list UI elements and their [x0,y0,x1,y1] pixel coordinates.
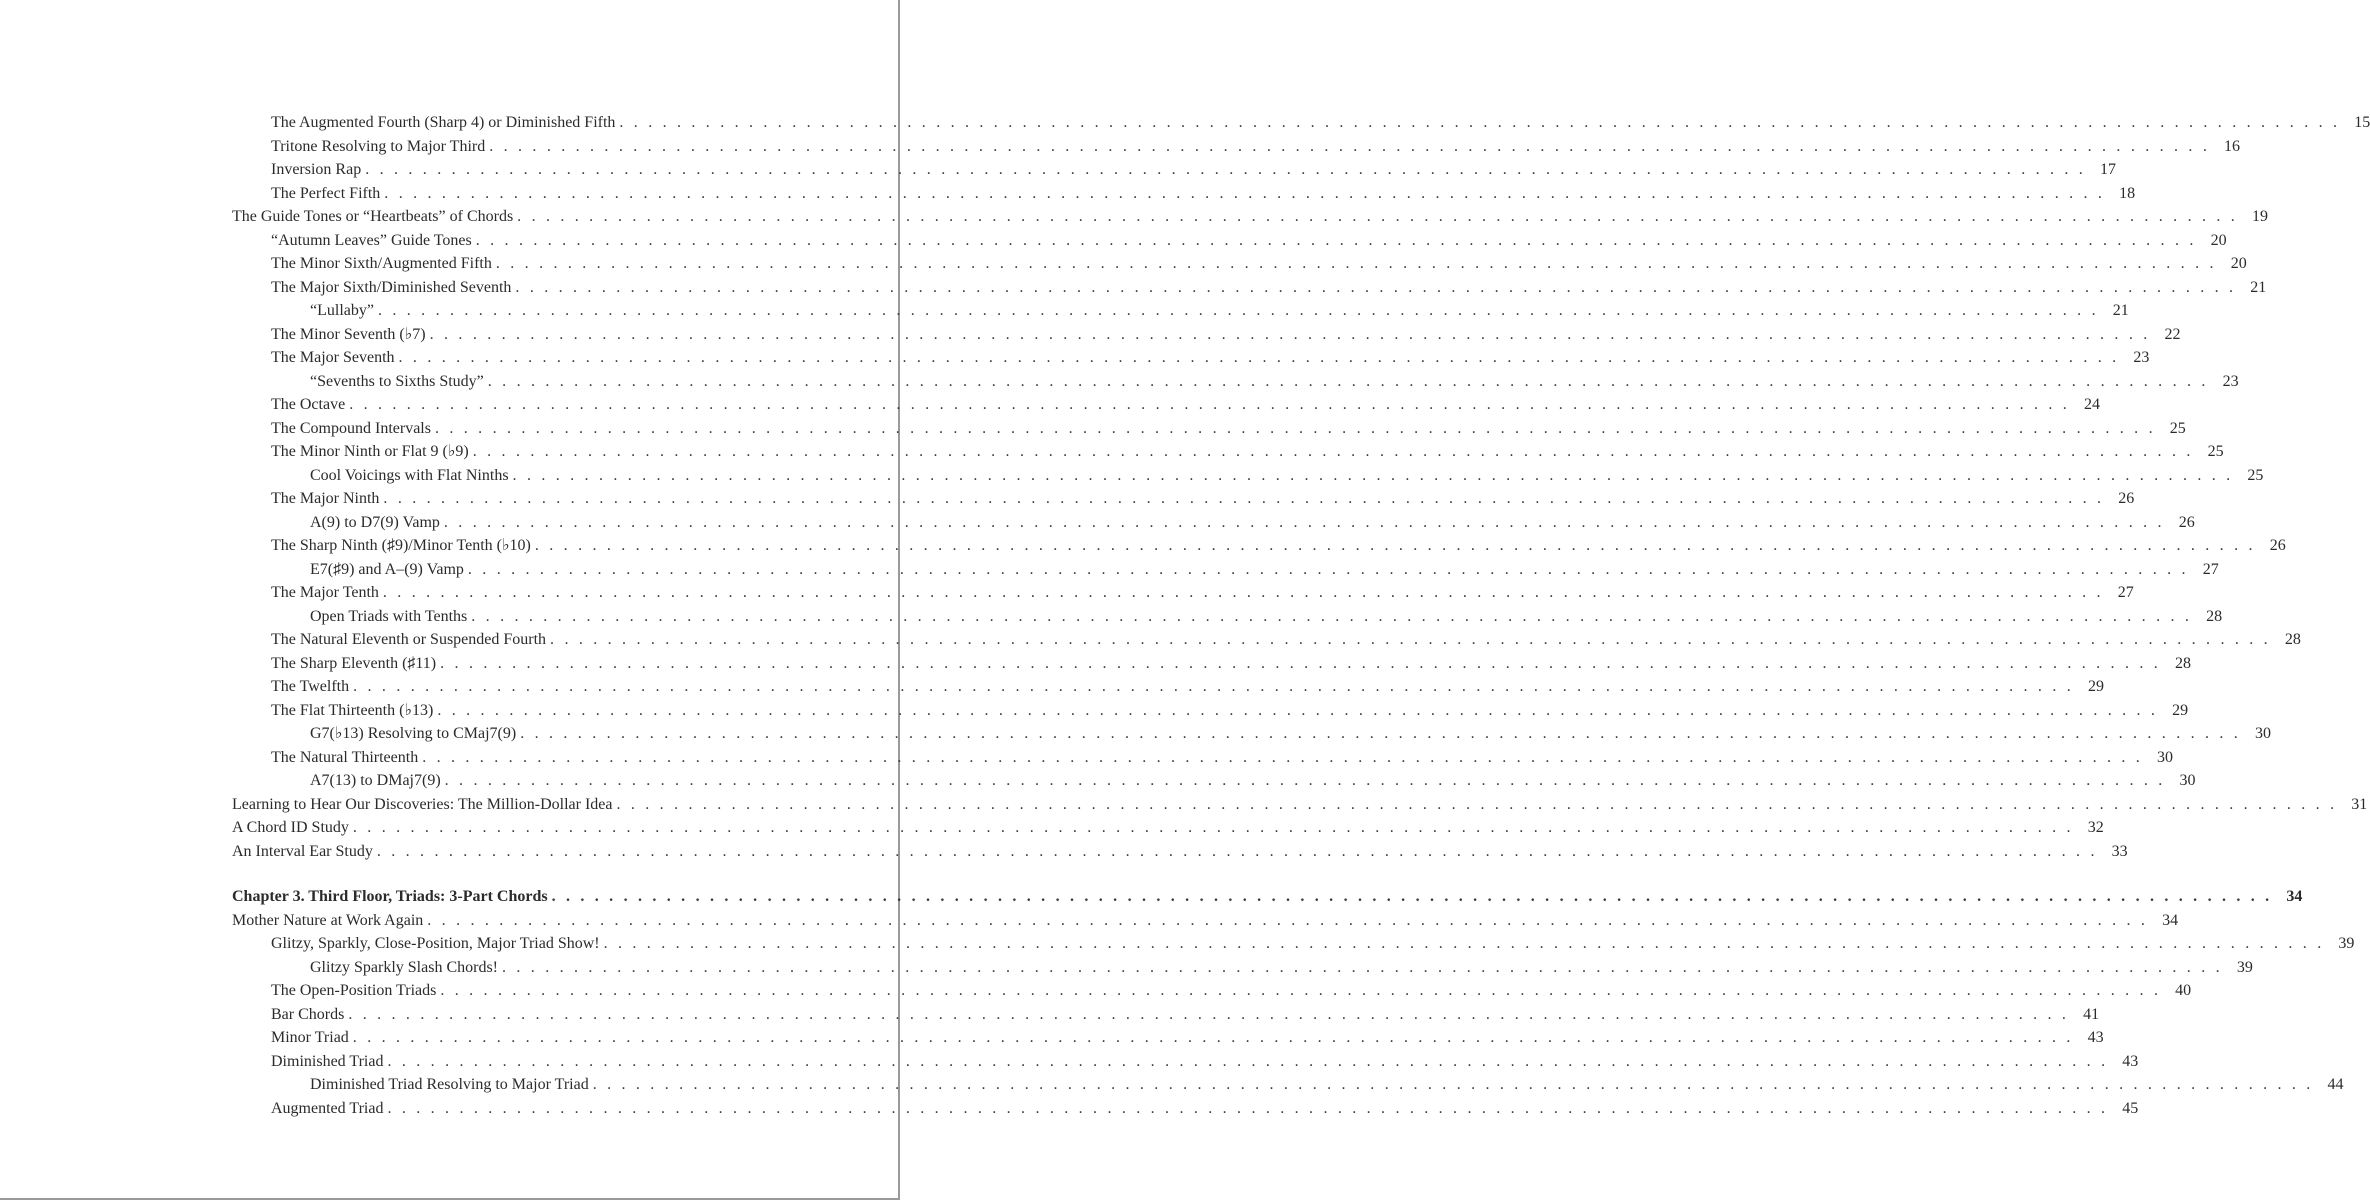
toc-entry [232,909,2179,933]
toc-page-number: 26 [2178,513,2195,531]
toc-entry-title: The Major Seventh [271,349,395,366]
toc-page-number: 34 [2286,888,2303,905]
toc-entry-title: The Perfect Fifth [271,184,381,202]
toc-dot-leader: . . . . . . . . . . . . . . . . . . . . . . . . . . . . . . . . . . . . . . . . . . . . . . . . . . . . . . . . . . . . . . . . . . . . . . . . . . . . . . . . . . . . . . . . . . . . . . . . . . . . . . . . . . . . . . . . . . . . . . . . [475,231,2197,249]
toc-dot-leader: . . . . . . . . . . . . . . . . . . . . . . . . . . . . . . . . . . . . . . . . . . . . . . . . . . . . . . . . . . . . . . . . . . . . . . . . . . . . . . . . . . . . . . . . . . . . . . . . . . . . . . . . . . . . . . . . . . . . . . . . [352,819,2074,836]
toc-entry-title: The Guide Tones or “Heartbeats” of Chords [232,208,514,225]
toc-entry-title: The Octave [271,396,346,413]
toc-dot-leader: . . . . . . . . . . . . . . . . . . . . . . . . . . . . . . . . . . . . . . . . . . . . . . . . . . . . . . . . . . . . . . . . . . . . . . . . . . . . . . . . . . . . . . . . . . . . . . . . . . . . . . . . . . . . . . . . . . . . . . . . [467,560,2189,578]
toc-entry-title: A Chord ID Study [232,819,349,836]
toc-dot-leader: . . . . . . . . . . . . . . . . . . . . . . . . . . . . . . . . . . . . . . . . . . . . . . . . . . . . . . . . . . . . . . . . . . . . . . . . . . . . . . . . . . . . . . . . . . . . . . . . . . . . . . . . . . . . . . . . . . . . . . . . [348,1005,2070,1023]
toc-entry [232,323,2181,347]
toc-dot-leader: . . . . . . . . . . . . . . . . . . . . . . . . . . . . . . . . . . . . . . . . . . . . . . . . . . . . . . . . . . . . . . . . . . . . . . . . . . . . . . . . . . . . . . . . . . . . . . . . . . . . . . . . . . . . . . . . . . . . . . . . [383,490,2105,507]
toc-page-number: 26 [2118,490,2135,507]
toc-dot-leader: . . . . . . . . . . . . . . . . . . . . . . . . . . . . . . . . . . . . . . . . . . . . . . . . . . . . . . . . . . . . . . . . . . . . . . . . . . . . . . . . . . . . . . . . . . . . . . . . . . . . . . . . . . . . . . . . . . . . . . . . [429,325,2151,343]
toc-page-number: 24 [2084,396,2100,413]
table-of-contents [232,111,2370,1120]
toc-entry-title: A(9) to D7(9) Vamp [310,513,440,531]
toc-entry [232,746,2174,770]
toc-entry-title: The Compound Intervals [271,419,431,437]
toc-entry [232,135,2241,159]
toc-page-number: 23 [2133,349,2150,366]
toc-entry-title: The Augmented Fourth (Sharp 4) or Diminished Fifth [271,114,616,131]
toc-entry-title: The Twelfth [271,678,350,695]
toc-page-number: 28 [2206,607,2223,625]
toc-chapter-heading [232,885,2303,909]
toc-entry [232,182,2136,206]
toc-page-number: 30 [2255,725,2272,742]
toc-entry-title: Minor Triad [271,1029,349,1046]
toc-page-number: 27 [2202,560,2219,578]
toc-entry [232,628,2301,652]
toc-dot-leader: . . . . . . . . . . . . . . . . . . . . . . . . . . . . . . . . . . . . . . . . . . . . . . . . . . . . . . . . . . . . . . . . . . . . . . . . . . . . . . . . . . . . . . . . . . . . . . . . . . . . . . . . . . . . . . . . . . . . . . . . [398,349,2120,366]
toc-entry [232,558,2219,582]
toc-dot-leader: . . . . . . . . . . . . . . . . . . . . . . . . . . . . . . . . . . . . . . . . . . . . . . . . . . . . . . . . . . . . . . . . . . . . . . . . . . . . . . . . . . . . . . . . . . . . . . . . . . . . . . . . . . . . . . . . . . . . . . . . [517,208,2238,225]
toc-page-number: 31 [2351,795,2368,813]
toc-entry [232,605,2223,629]
toc-dot-leader: . . . . . . . . . . . . . . . . . . . . . . . . . . . . . . . . . . . . . . . . . . . . . . . . . . . . . . . . . . . . . . . . . . . . . . . . . . . . . . . . . . . . . . . . . . . . . . . . . . . . . . . . . . . . . . . . . . . . . . . . [515,278,2237,296]
toc-entry-title: Open Triads with Tenths [310,607,468,625]
toc-entry-title: The Open-Position Triads [271,982,437,999]
toc-page-number: 43 [2122,1052,2139,1070]
toc-entry-title: “Sevenths to Sixths Study” [310,372,484,390]
toc-entry [232,487,2135,511]
toc-entry [232,393,2100,417]
toc-page-number: 29 [2087,678,2104,695]
toc-entry [232,581,2134,605]
toc-page-number: 28 [2284,631,2301,648]
toc-entry-title: The Major Sixth/Diminished Seventh [271,278,512,296]
toc-dot-leader: . . . . . . . . . . . . . . . . . . . . . . . . . . . . . . . . . . . . . . . . . . . . . . . . . . . . . . . . . . . . . . . . . . . . . . . . . . . . . . . . . . . . . . . . . . . . . . . . . . . . . . . . . . . . . . . . . . . . . . . . [427,911,2149,929]
toc-page-number: 40 [2175,982,2192,999]
toc-entry-title: Learning to Hear Our Discoveries: The Million-Dollar Idea [232,795,613,813]
toc-entry-title: Cool Voicings with Flat Ninths [310,466,509,484]
toc-entry-title: Diminished Triad [271,1052,384,1070]
toc-dot-leader: . . . . . . . . . . . . . . . . . . . . . . . . . . . . . . . . . . . . . . . . . . . . . . . . . . . . . . . . . . . . . . . . . . . . . . . . . . . . . . . . . . . . . . . . . . . . . . . . . . . . . . . . . . . . . . . . . . . . . . . . [487,372,2209,390]
toc-entry-title: E7(♯9) and A–(9) Vamp [310,560,464,578]
toc-entry-title: The Minor Ninth or Flat 9 (♭9) [271,443,469,460]
toc-page-number: 44 [2327,1076,2344,1093]
toc-page-number: 25 [2247,466,2264,484]
toc-dot-leader: . . . . . . . . . . . . . . . . . . . . . . . . . . . . . . . . . . . . . . . . . . . . . . . . . . . . . . . . . . . . . . . . . . . . . . . . . . . . . . . . . . . . . . . . . . . . . . . . . . . . . . . . . . . . . . . . . . . . . . . . [365,161,2087,178]
toc-entry-title: The Minor Sixth/Augmented Fifth [271,255,492,272]
toc-page-number: 43 [2087,1029,2104,1046]
toc-page-number: 20 [2230,255,2247,272]
toc-dot-leader: . . . . . . . . . . . . . . . . . . . . . . . . . . . . . . . . . . . . . . . . . . . . . . . . . . . . . . . . . . . . . . . . . . . . . . . . . . . . . . . . . . . . . . . . . . . . . . . . . . . . . . . . . . . . . . . . . . . . . . . . [349,396,2070,413]
toc-page-number: 25 [2169,419,2186,437]
toc-entry [232,205,2268,229]
toc-entry [232,652,2191,676]
toc-entry [232,979,2192,1003]
toc-dot-leader: . . . . . . . . . . . . . . . . . . . . . . . . . . . . . . . . . . . . . . . . . . . . . . . . . . . . . . . . . . . . . . . . . . . . . . . . . . . . . . . . . . . . . . . . . . . . . . . . . . . . . . . . . . . . . . . . . . . . . . . . [551,888,2273,905]
toc-dot-leader: . . . . . . . . . . . . . . . . . . . . . . . . . . . . . . . . . . . . . . . . . . . . . . . . . . . . . . . . . . . . . . . . . . . . . . . . . . . . . . . . . . . . . . . . . . . . . . . . . . . . . . . . . . . . . . . . . . . . . . . . [603,935,2325,952]
toc-entry [232,299,2129,323]
toc-page-number: 34 [2162,911,2179,929]
toc-entry [232,252,2247,276]
toc-dot-leader: . . . . . . . . . . . . . . . . . . . . . . . . . . . . . . . . . . . . . . . . . . . . . . . . . . . . . . . . . . . . . . . . . . . . . . . . . . . . . . . . . . . . . . . . . . . . . . . . . . . . . . . . . . . . . . . . . . . . . . . . [352,1029,2074,1046]
toc-page-number: 17 [2100,161,2117,178]
toc-page-number: 41 [2083,1005,2100,1023]
toc-entry-title: Bar Chords [271,1005,345,1023]
toc-dot-leader: . . . . . . . . . . . . . . . . . . . . . . . . . . . . . . . . . . . . . . . . . . . . . . . . . . . . . . . . . . . . . . . . . . . . . . . . . . . . . . . . . . . . . . . . . . . . . . . . . . . . . . . . . . . . . . . . . . . . . . . . [434,419,2156,437]
toc-dot-leader: . . . . . . . . . . . . . . . . . . . . . . . . . . . . . . . . . . . . . . . . . . . . . . . . . . . . . . . . . . . . . . . . . . . . . . . . . . . . . . . . . . . . . . . . . . . . . . . . . . . . . . . . . . . . . . . . . . . . . . . . [444,772,2166,789]
toc-dot-leader: . . . . . . . . . . . . . . . . . . . . . . . . . . . . . . . . . . . . . . . . . . . . . . . . . . . . . . . . . . . . . . . . . . . . . . . . . . . . . . . . . . . . . . . . . . . . . . . . . . . . . . . . . . . . . . . . . . . . . . . . [440,982,2162,999]
toc-page-number: 27 [2117,584,2134,601]
toc-dot-leader: . . . . . . . . . . . . . . . . . . . . . . . . . . . . . . . . . . . . . . . . . . . . . . . . . . . . . . . . . . . . . . . . . . . . . . . . . . . . . . . . . . . . . . . . . . . . . . . . . . . . . . . . . . . . . . . . . . . . . . . . [616,795,2338,813]
toc-entry-title: The Major Tenth [271,584,379,601]
toc-entry-title: Chapter 3. Third Floor, Triads: 3-Part Chords [232,888,548,905]
toc-page-number: 39 [2338,935,2355,952]
toc-dot-leader: . . . . . . . . . . . . . . . . . . . . . . . . . . . . . . . . . . . . . . . . . . . . . . . . . . . . . . . . . . . . . . . . . . . . . . . . . . . . . . . . . . . . . . . . . . . . . . . . . . . . . . . . . . . . . . . . . . . . . . . . [495,255,2217,272]
toc-page-number: 19 [2251,208,2268,225]
toc-entry [232,464,2264,488]
toc-dot-leader: . . . . . . . . . . . . . . . . . . . . . . . . . . . . . . . . . . . . . . . . . . . . . . . . . . . . . . . . . . . . . . . . . . . . . . . . . . . . . . . . . . . . . . . . . . . . . . . . . . . . . . . . . . . . . . . . . . . . . . . . [376,842,2098,860]
toc-entry-title: “Lullaby” [310,302,374,319]
toc-dot-leader: . . . . . . . . . . . . . . . . . . . . . . . . . . . . . . . . . . . . . . . . . . . . . . . . . . . . . . . . . . . . . . . . . . . . . . . . . . . . . . . . . . . . . . . . . . . . . . . . . . . . . . . . . . . . . . . . . . . . . . . . [471,607,2193,625]
toc-entry [232,722,2272,746]
toc-page-number: 39 [2236,958,2253,976]
toc-entry [232,769,2196,793]
toc-page-number: 28 [2174,654,2191,672]
toc-entry [232,699,2189,723]
toc-entry [232,511,2195,535]
toc-entry-title: The Major Ninth [271,490,380,507]
toc-entry-title: Augmented Triad [271,1099,384,1117]
toc-entry [232,158,2117,182]
toc-entry [232,1097,2139,1121]
toc-entry [232,276,2267,300]
toc-page-number: 16 [2224,137,2241,155]
toc-entry-title: Glitzy, Sparkly, Close-Position, Major Triad Show! [271,935,600,952]
toc-entry [232,417,2186,441]
toc-page-number: 21 [2250,278,2267,296]
toc-page-number: 22 [2164,325,2181,343]
toc-entry-title: Diminished Triad Resolving to Major Triad [310,1076,589,1093]
toc-entry [232,370,2239,394]
toc-dot-leader: . . . . . . . . . . . . . . . . . . . . . . . . . . . . . . . . . . . . . . . . . . . . . . . . . . . . . . . . . . . . . . . . . . . . . . . . . . . . . . . . . . . . . . . . . . . . . . . . . . . . . . . . . . . . . . . . . . . . . . . . [353,678,2074,695]
toc-page-number: 18 [2119,184,2136,202]
toc-page-number: 29 [2172,701,2189,719]
toc-entry [232,675,2104,699]
toc-dot-leader: . . . . . . . . . . . . . . . . . . . . . . . . . . . . . . . . . . . . . . . . . . . . . . . . . . . . . . . . . . . . . . . . . . . . . . . . . . . . . . . . . . . . . . . . . . . . . . . . . . . . . . . . . . . . . . . . . . . . . . . . [422,748,2144,766]
toc-dot-leader: . . . . . . . . . . . . . . . . . . . . . . . . . . . . . . . . . . . . . . . . . . . . . . . . . . . . . . . . . . . . . . . . . . . . . . . . . . . . . . . . . . . . . . . . . . . . . . . . . . . . . . . . . . . . . . . . . . . . . . . . [443,513,2165,531]
toc-page-number: 21 [2112,302,2129,319]
toc-dot-leader: . . . . . . . . . . . . . . . . . . . . . . . . . . . . . . . . . . . . . . . . . . . . . . . . . . . . . . . . . . . . . . . . . . . . . . . . . . . . . . . . . . . . . . . . . . . . . . . . . . . . . . . . . . . . . . . . . . . . . . . . [534,537,2256,554]
toc-page-number: 20 [2210,231,2227,249]
toc-entry [232,111,2370,135]
toc-page-number: 25 [2207,443,2224,460]
toc-entry [232,956,2253,980]
toc-entry [232,440,2224,464]
toc-entry-title: Tritone Resolving to Major Third [271,137,486,155]
toc-page-number: 32 [2087,819,2104,836]
toc-entry-title: An Interval Ear Study [232,842,373,860]
toc-page-number: 26 [2269,537,2286,554]
toc-entry [232,1026,2104,1050]
toc-dot-leader: . . . . . . . . . . . . . . . . . . . . . . . . . . . . . . . . . . . . . . . . . . . . . . . . . . . . . . . . . . . . . . . . . . . . . . . . . . . . . . . . . . . . . . . . . . . . . . . . . . . . . . . . . . . . . . . . . . . . . . . . [489,137,2211,155]
toc-page-number: 45 [2122,1099,2139,1117]
toc-page-number: 33 [2111,842,2128,860]
toc-dot-leader: . . . . . . . . . . . . . . . . . . . . . . . . . . . . . . . . . . . . . . . . . . . . . . . . . . . . . . . . . . . . . . . . . . . . . . . . . . . . . . . . . . . . . . . . . . . . . . . . . . . . . . . . . . . . . . . . . . . . . . . . [619,114,2341,131]
toc-dot-leader: . . . . . . . . . . . . . . . . . . . . . . . . . . . . . . . . . . . . . . . . . . . . . . . . . . . . . . . . . . . . . . . . . . . . . . . . . . . . . . . . . . . . . . . . . . . . . . . . . . . . . . . . . . . . . . . . . . . . . . . . [384,184,2106,202]
toc-entry [232,793,2368,817]
toc-entry [232,1073,2344,1097]
toc-entry-title: The Sharp Ninth (♯9)/Minor Tenth (♭10) [271,537,531,554]
toc-entry-title: The Minor Seventh (♭7) [271,325,426,343]
toc-entry [232,346,2150,370]
toc-dot-leader: . . . . . . . . . . . . . . . . . . . . . . . . . . . . . . . . . . . . . . . . . . . . . . . . . . . . . . . . . . . . . . . . . . . . . . . . . . . . . . . . . . . . . . . . . . . . . . . . . . . . . . . . . . . . . . . . . . . . . . . . [512,466,2234,484]
toc-entry-title: G7(♭13) Resolving to CMaj7(9) [310,725,517,742]
toc-dot-leader: . . . . . . . . . . . . . . . . . . . . . . . . . . . . . . . . . . . . . . . . . . . . . . . . . . . . . . . . . . . . . . . . . . . . . . . . . . . . . . . . . . . . . . . . . . . . . . . . . . . . . . . . . . . . . . . . . . . . . . . . [437,701,2159,719]
toc-entry-title: The Sharp Eleventh (♯11) [271,654,437,672]
toc-page-number: 23 [2222,372,2239,390]
toc-entry-title: The Natural Eleventh or Suspended Fourth [271,631,547,648]
toc-entry [232,229,2227,253]
toc-dot-leader: . . . . . . . . . . . . . . . . . . . . . . . . . . . . . . . . . . . . . . . . . . . . . . . . . . . . . . . . . . . . . . . . . . . . . . . . . . . . . . . . . . . . . . . . . . . . . . . . . . . . . . . . . . . . . . . . . . . . . . . . [520,725,2242,742]
toc-page-number: 30 [2157,748,2174,766]
toc-entry-title: Inversion Rap [271,161,362,178]
toc-entry-title: “Autumn Leaves” Guide Tones [271,231,472,249]
toc-dot-leader: . . . . . . . . . . . . . . . . . . . . . . . . . . . . . . . . . . . . . . . . . . . . . . . . . . . . . . . . . . . . . . . . . . . . . . . . . . . . . . . . . . . . . . . . . . . . . . . . . . . . . . . . . . . . . . . . . . . . . . . . [377,302,2099,319]
toc-entry-title: A7(13) to DMaj7(9) [310,772,441,789]
toc-dot-leader: . . . . . . . . . . . . . . . . . . . . . . . . . . . . . . . . . . . . . . . . . . . . . . . . . . . . . . . . . . . . . . . . . . . . . . . . . . . . . . . . . . . . . . . . . . . . . . . . . . . . . . . . . . . . . . . . . . . . . . . . [550,631,2271,648]
toc-entry [232,1003,2100,1027]
toc-dot-leader: . . . . . . . . . . . . . . . . . . . . . . . . . . . . . . . . . . . . . . . . . . . . . . . . . . . . . . . . . . . . . . . . . . . . . . . . . . . . . . . . . . . . . . . . . . . . . . . . . . . . . . . . . . . . . . . . . . . . . . . . [592,1076,2314,1093]
toc-page-number: 15 [2354,114,2370,131]
toc-dot-leader: . . . . . . . . . . . . . . . . . . . . . . . . . . . . . . . . . . . . . . . . . . . . . . . . . . . . . . . . . . . . . . . . . . . . . . . . . . . . . . . . . . . . . . . . . . . . . . . . . . . . . . . . . . . . . . . . . . . . . . . . [440,654,2161,672]
toc-entry [232,534,2286,558]
toc-dot-leader: . . . . . . . . . . . . . . . . . . . . . . . . . . . . . . . . . . . . . . . . . . . . . . . . . . . . . . . . . . . . . . . . . . . . . . . . . . . . . . . . . . . . . . . . . . . . . . . . . . . . . . . . . . . . . . . . . . . . . . . . [472,443,2194,460]
toc-dot-leader: . . . . . . . . . . . . . . . . . . . . . . . . . . . . . . . . . . . . . . . . . . . . . . . . . . . . . . . . . . . . . . . . . . . . . . . . . . . . . . . . . . . . . . . . . . . . . . . . . . . . . . . . . . . . . . . . . . . . . . . . [387,1099,2109,1117]
toc-entry-title: Glitzy Sparkly Slash Chords! [310,958,498,976]
toc-entry-title: Mother Nature at Work Again [232,911,424,929]
toc-entry-title: The Flat Thirteenth (♭13) [271,701,434,719]
toc-dot-leader: . . . . . . . . . . . . . . . . . . . . . . . . . . . . . . . . . . . . . . . . . . . . . . . . . . . . . . . . . . . . . . . . . . . . . . . . . . . . . . . . . . . . . . . . . . . . . . . . . . . . . . . . . . . . . . . . . . . . . . . . [502,958,2223,976]
toc-entry-title: The Natural Thirteenth [271,748,419,766]
toc-entry [232,816,2104,840]
toc-entry [232,1050,2139,1074]
toc-dot-leader: . . . . . . . . . . . . . . . . . . . . . . . . . . . . . . . . . . . . . . . . . . . . . . . . . . . . . . . . . . . . . . . . . . . . . . . . . . . . . . . . . . . . . . . . . . . . . . . . . . . . . . . . . . . . . . . . . . . . . . . . [387,1052,2109,1070]
toc-page-number: 30 [2179,772,2196,789]
toc-entry [232,932,2355,956]
toc-entry [232,840,2128,864]
toc-dot-leader: . . . . . . . . . . . . . . . . . . . . . . . . . . . . . . . . . . . . . . . . . . . . . . . . . . . . . . . . . . . . . . . . . . . . . . . . . . . . . . . . . . . . . . . . . . . . . . . . . . . . . . . . . . . . . . . . . . . . . . . . [382,584,2104,601]
